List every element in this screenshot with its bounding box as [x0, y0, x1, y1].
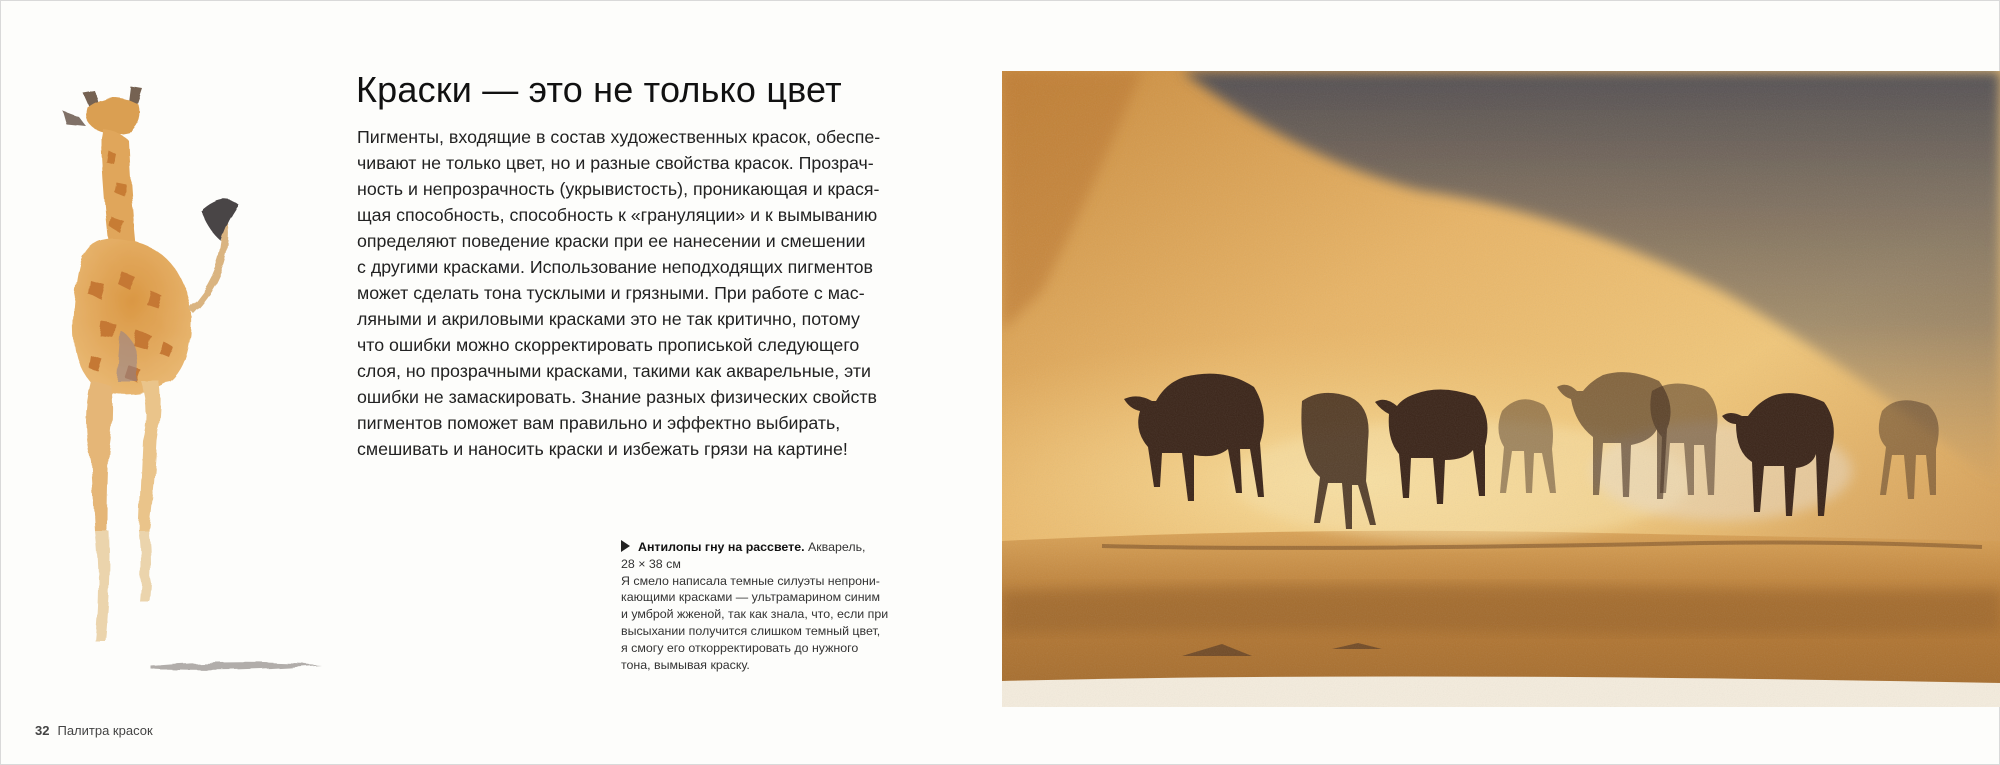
- triangle-pointer-icon: [621, 540, 630, 552]
- body-line: может сделать тона тусклыми и грязными. При работе с мас-: [357, 283, 865, 303]
- body-line: с другими красками. Использование неподходящих пигментов: [357, 257, 873, 277]
- body-line: определяют поведение краски при ее нанесении и смешении: [357, 231, 866, 251]
- section-name: Палитра красок: [57, 723, 153, 738]
- page-number: 32: [35, 723, 50, 738]
- caption-line: кающими красками — ультрамарином синим: [621, 590, 880, 605]
- caption-medium: Акварель,: [807, 540, 866, 554]
- caption-title: Антилопы гну на рассвете.: [638, 540, 805, 554]
- giraffe-illustration: [51, 81, 351, 681]
- body-line: что ошибки можно скорректировать прописькой следующего: [357, 335, 860, 355]
- caption-line: и умброй жженой, так как знала, что, если при: [621, 607, 889, 622]
- caption-line: высыхании получится слишком темный цвет,: [621, 623, 881, 638]
- body-line: чивают не только цвет, но и разные свойства красок. Прозрач-: [357, 153, 874, 173]
- image-caption: [621, 539, 921, 673]
- page-heading: Краски — это не только цвет: [356, 69, 842, 110]
- body-line: ошибки не замаскировать. Знание разных физических свойств: [357, 387, 878, 407]
- wildebeest-painting: [1002, 71, 2000, 707]
- caption-line: Я смело написала темные силуэты непрони-: [621, 573, 880, 588]
- body-paragraph: [357, 124, 917, 462]
- body-line: слоя, но прозрачными красками, такими как акварельные, эти: [357, 361, 871, 381]
- body-line: ность и непрозрачность (укрывистость), проникающая и крася-: [357, 179, 880, 199]
- caption-line: я смогу его откорректировать до нужного: [621, 640, 859, 655]
- caption-title-line: [621, 539, 921, 556]
- page-folio: [35, 723, 153, 738]
- caption-size: 28 × 38 см: [621, 556, 681, 571]
- caption-line: тона, вымывая краску.: [621, 657, 750, 672]
- body-line: Пигменты, входящие в состав художественных красок, обеспе-: [357, 127, 881, 147]
- body-line: смешивать и наносить краски и избежать грязи на картине!: [357, 439, 848, 459]
- body-line: ляными и акриловыми красками это не так критично, потому: [357, 309, 860, 329]
- body-line: пигментов поможет вам правильно и эффектно выбирать,: [357, 413, 841, 433]
- body-line: щая способность, способность к «грануляции» и к вымыванию: [357, 205, 878, 225]
